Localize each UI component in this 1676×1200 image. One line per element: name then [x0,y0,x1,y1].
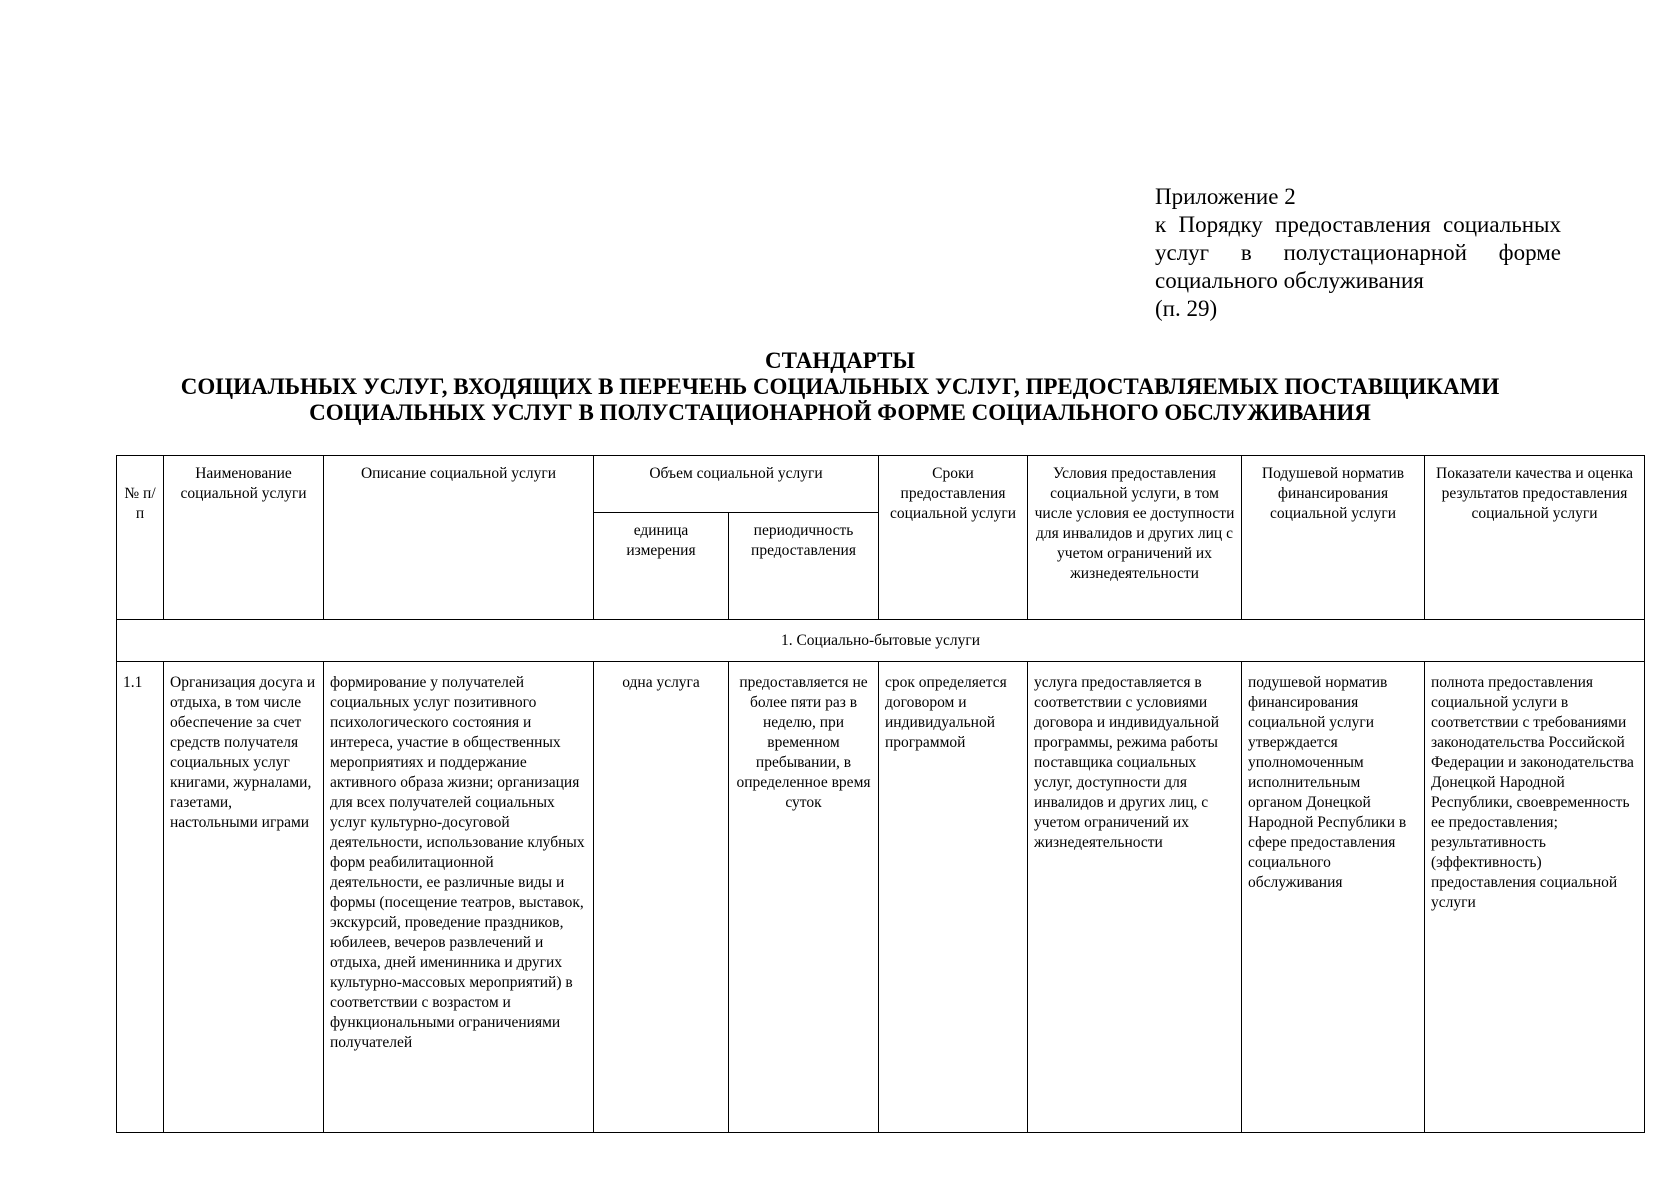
header-quality: Показатели качества и оценка результатов предоставления социальной услуги [1425,456,1645,620]
cell-name: Организация досуга и отдыха, в том числе обеспечение за счет средств получателя социальных услуг книгами, журналами, газетами, настольными играми [164,662,324,1133]
header-unit: единица измерения [594,513,729,620]
cell-quality: полнота предоставления социальной услуги в соответствии с требованиями законодательства Российской Федерации и законодательства Донецкой Народной Республики, своевременность ее предоставления; результативность (эффективность) предоставления социальной услуги [1425,662,1645,1133]
cell-conditions: услуга предоставляется в соответствии с условиями договора и индивидуальной программы, режима работы поставщика социальных услуг, доступности для инвалидов и других лиц, с учетом ограничений их жизнедеятельности [1028,662,1242,1133]
table-header-row [117,456,1645,513]
header-financing: Подушевой норматив финансирования социальной услуги [1242,456,1425,620]
title-line: СТАНДАРТЫ [765,348,915,373]
cell-num: 1.1 [117,662,164,1133]
header-num: № п/п [117,456,164,620]
cell-terms: срок определяется договором и индивидуальной программой [879,662,1028,1133]
section-row [117,620,1645,662]
header-periodicity: периодичность предоставления [729,513,879,620]
cell-unit: одна услуга [594,662,729,1133]
table-row [117,662,1645,1133]
cell-financing: подушевой норматив финансирования социальной услуги утверждается уполномоченным исполнительным органом Донецкой Народной Республики в сфере предоставления социального обслуживания [1242,662,1425,1133]
annex-line: социального обслуживания [1155,268,1424,293]
title-line: СОЦИАЛЬНЫХ УСЛУГ, ВХОДЯЩИХ В ПЕРЕЧЕНЬ СОЦИАЛЬНЫХ УСЛУГ, ПРЕДОСТАВЛЯЕМЫХ ПОСТАВЩИКАМИ [180,374,1500,399]
annex-line: услуг в полустационарной форме [1155,240,1561,265]
title-line: СОЦИАЛЬНЫХ УСЛУГ В ПОЛУСТАЦИОНАРНОЙ ФОРМЕ СОЦИАЛЬНОГО ОБСЛУЖИВАНИЯ [309,400,1371,425]
header-terms: Сроки предоставления социальной услуги [879,456,1028,620]
annex-line: к Порядку предоставления социальных [1155,212,1561,237]
header-description: Описание социальной услуги [324,456,594,620]
header-volume: Объем социальной услуги [594,456,879,513]
annex-title: Приложение 2 [1155,184,1296,209]
cell-periodicity: предоставляется не более пяти раз в неделю, при временном пребывании, в определенное время суток [729,662,879,1133]
header-conditions: Условия предоставления социальной услуги, в том числе условия ее доступности для инвалидов и других лиц с учетом ограничений их жизнедеятельности [1028,456,1242,620]
cell-description: формирование у получателей социальных услуг позитивного психологического состояния и интереса, участие в общественных мероприятиях и поддержание активного образа жизни; организация для всех получателей социальных услуг культурно-досуговой деятельности, использование клубных форм реабилитационной деятельности, ее различные виды и формы (посещение театров, выставок, экскурсий, проведение праздников, юбилеев, вечеров развлечений и отдыха, дней именинника и других культурно-массовых мероприятий) в соответствии с возрастом и функциональными ограничениями получателей [324,662,594,1133]
standards-table [116,455,1645,1133]
section-title: 1. Социально-бытовые услуги [117,620,1645,662]
annex-block [1155,183,1561,323]
header-name: Наименование социальной услуги [164,456,324,620]
annex-paragraph-ref: (п. 29) [1155,296,1218,321]
document-title [100,348,1580,426]
